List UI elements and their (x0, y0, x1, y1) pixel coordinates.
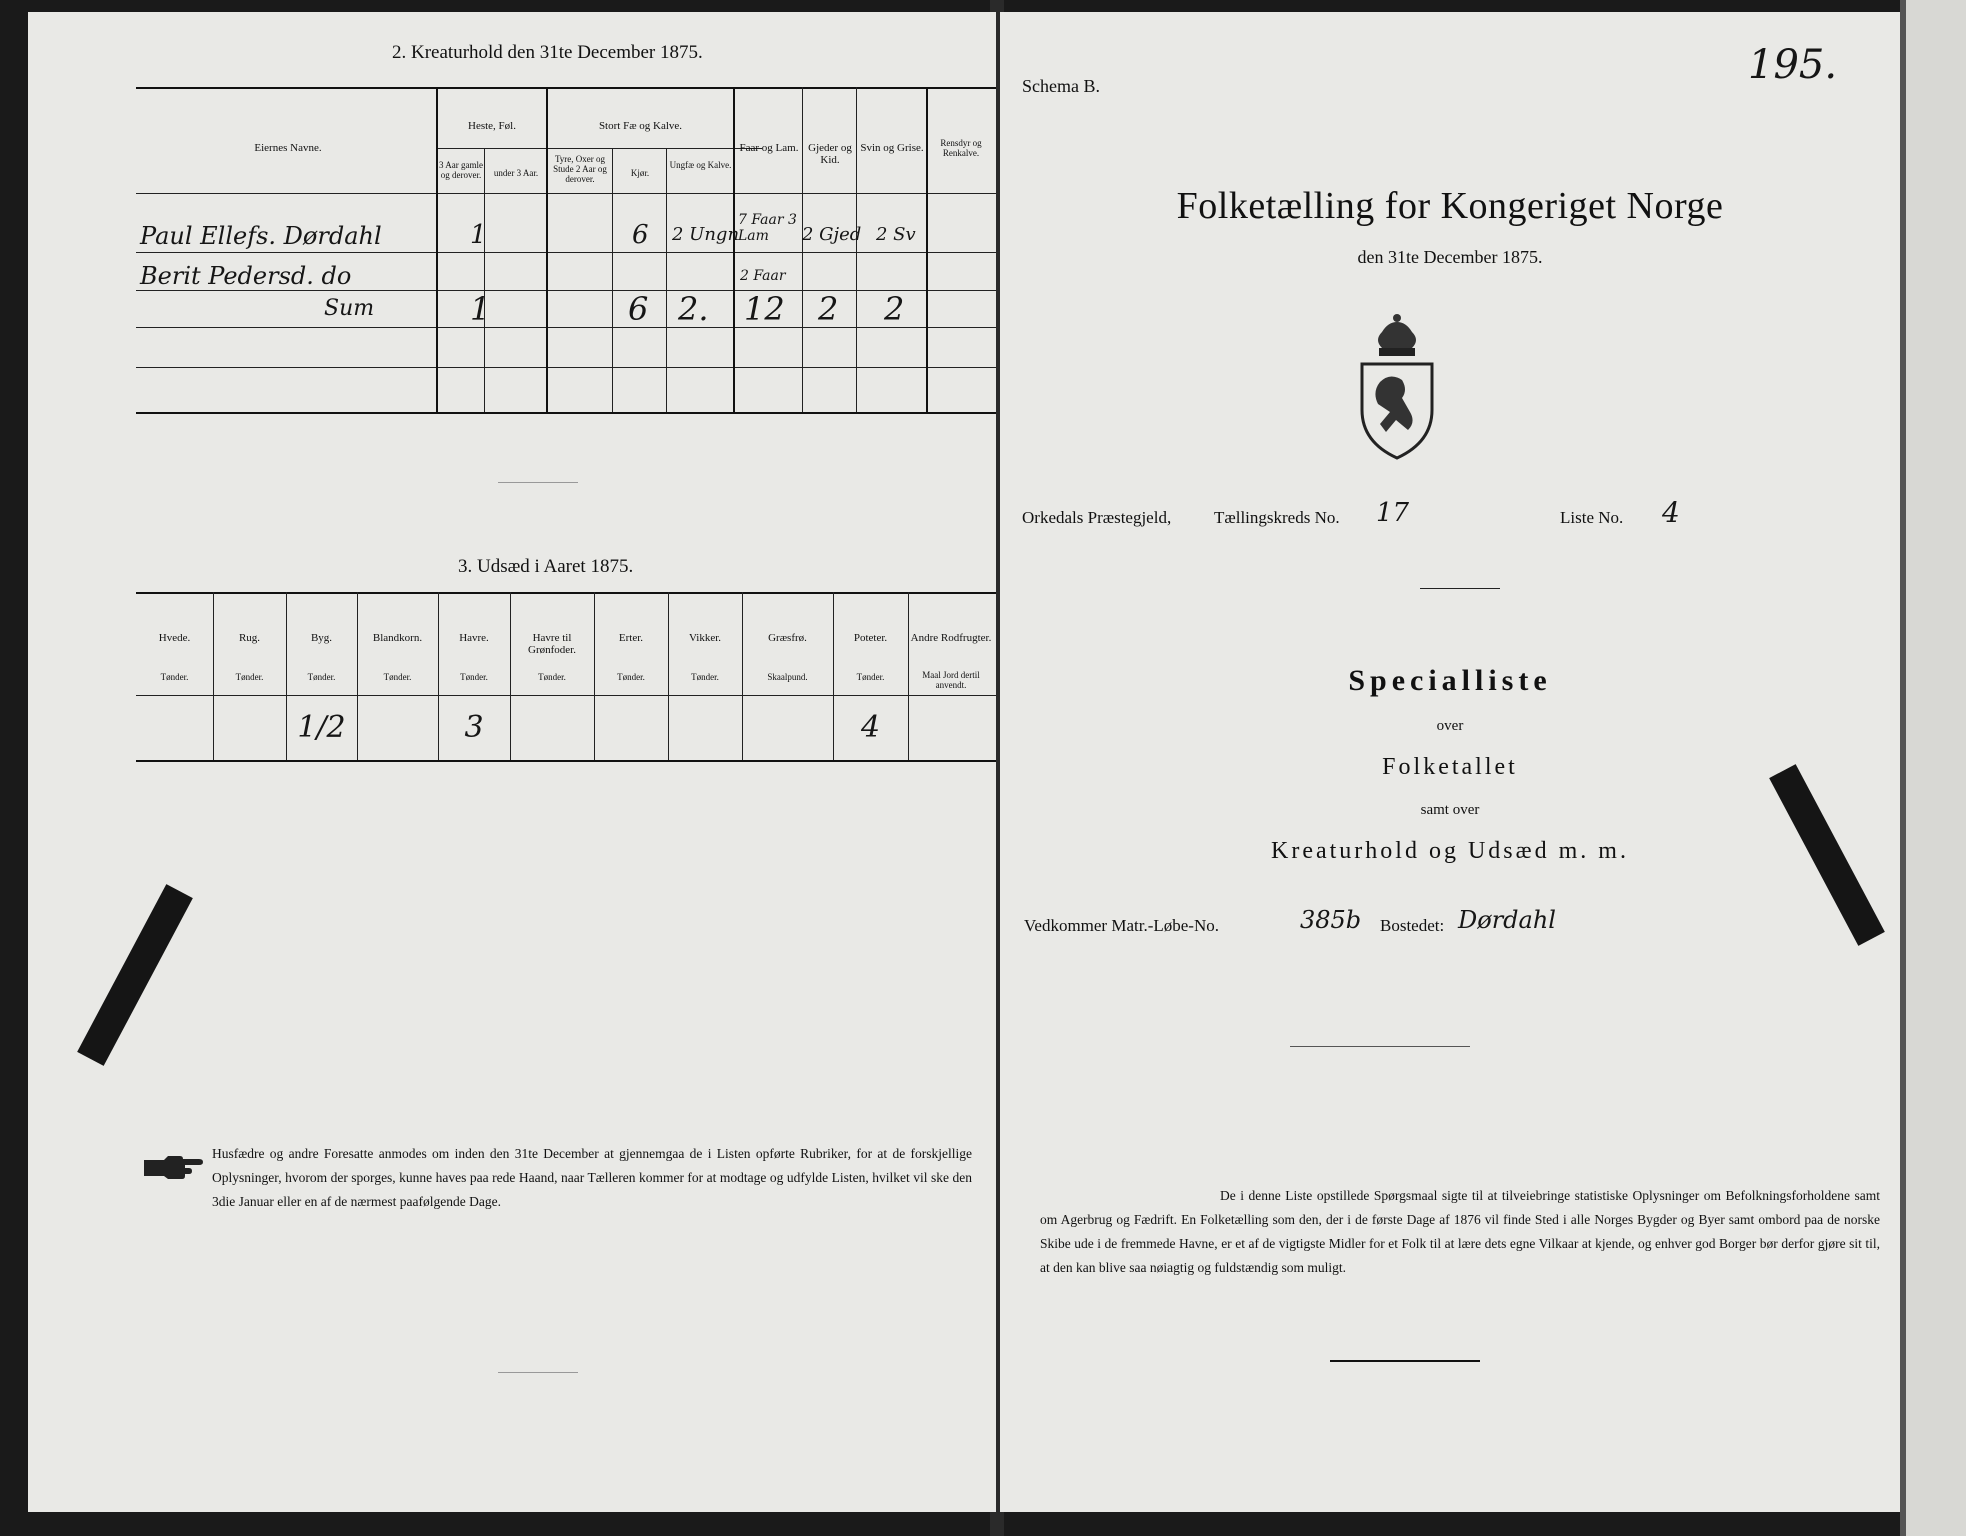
row1-cows: 6 (632, 220, 649, 250)
list-number: 4 (1662, 496, 1680, 529)
table2-subheader-rule (437, 148, 762, 149)
udsaed-header: Poteter. (853, 632, 888, 644)
bosted-label: Bostedet: (1380, 916, 1445, 935)
schema-label: Schema B. (1022, 76, 1100, 96)
udsaed-header: Byg. (310, 632, 333, 644)
table2-col-rule (612, 148, 613, 412)
table3-top-rule (136, 592, 996, 594)
row2-sheep: 2 Faar (740, 268, 786, 284)
footnote-text: Husfædre og andre Foresatte anmodes om inden den 31te December at gjennemgaa de i Listen opførte Rubriker, for at de forskjellige Oplysninger, hvorom der sporges, kunne haves paa rede Haand, naar Tælleren kommer for at modtage og udfylde Listen, hvilket vil ske den 3die Januar eller en af de nærmest paafølgende Dage. (212, 1146, 972, 1209)
udsaed-header: Blandkorn. (372, 632, 423, 644)
udsaed-unit: Tønder. (617, 672, 645, 682)
sum-sheep: 12 (744, 290, 785, 328)
table2-row-rule (136, 290, 996, 291)
header-sheep: Faar og Lam. (739, 142, 799, 154)
owner-name-1: Paul Ellefs. Dørdahl (140, 222, 382, 250)
kreaturhold-udsaed-text: Kreaturhold og Udsæd m. m. (1271, 838, 1629, 864)
date-line: den 31te December 1875. (1357, 247, 1543, 267)
header-cattle: Stort Fæ og Kalve. (598, 120, 683, 132)
table3-col-rule (357, 592, 358, 760)
header-young-cattle: Ungfæ og Kalve. (669, 160, 732, 170)
udsaed-unit: Tønder. (307, 672, 336, 682)
separator-rule (1290, 1046, 1470, 1047)
udsaed-header: Hvede. (158, 632, 191, 644)
header-horses-3yr: 3 Aar gamle og derover. (439, 160, 483, 180)
udsaed-unit: Tønder. (383, 672, 412, 682)
parish-label: Orkedals Præstegjeld, (1022, 508, 1172, 527)
header-goats: Gjeder og Kid. (808, 142, 852, 166)
row1-young-cattle: 2 Ungn (672, 224, 740, 245)
table2-top-rule (136, 87, 996, 89)
header-reindeer: Rensdyr og Renkalve. (940, 138, 982, 158)
kreaturhold-title: 2. Kreaturhold den 31te December 1875. (392, 42, 703, 63)
page-number: 195. (1748, 42, 1838, 88)
district-label: Tællingskreds No. (1214, 508, 1340, 527)
header-horses-under3: under 3 Aar. (493, 168, 539, 178)
samt-over-text: samt over (1420, 802, 1480, 818)
table2-row-rule (136, 327, 996, 328)
header-horses: Heste, Føl. (468, 120, 516, 132)
udsaed-value: 1/2 (297, 710, 346, 745)
table3-col-rule (594, 592, 595, 760)
table2-col-rule (856, 87, 857, 412)
udsaed-unit: Tønder. (691, 672, 719, 682)
row1-goats: 2 Gjed (802, 224, 862, 245)
table3-col-rule (213, 592, 214, 760)
table2-col-rule (733, 87, 735, 412)
sum-horses-old: 1 (470, 290, 491, 328)
udsaed-value: 3 (464, 710, 484, 745)
table2-header-rule (136, 193, 996, 194)
udsaed-header: Vikker. (688, 632, 722, 644)
udsaed-unit: Skaalpund. (767, 672, 808, 682)
table2-col-rule (436, 87, 438, 412)
sum-pigs: 2 (884, 290, 905, 328)
table2-col-rule (802, 87, 803, 412)
table2-row-rule (136, 367, 996, 368)
folketallet-text: Folketallet (1382, 754, 1518, 780)
udsaed-unit: Tønder. (538, 672, 566, 682)
table2-row-rule (136, 252, 996, 253)
left-page (28, 12, 996, 1512)
bosted-value: Dørdahl (1458, 906, 1556, 934)
udsaed-header: Erter. (618, 632, 644, 644)
udsaed-unit: Maal Jord dertil anvendt. (922, 670, 980, 690)
sum-cows: 6 (628, 290, 649, 328)
table2-bottom-rule (136, 412, 996, 414)
udsaed-unit: Tønder. (460, 672, 488, 682)
separator-rule (498, 482, 578, 483)
udsaed-header: Græsfrø. (768, 632, 807, 644)
table3-col-rule (908, 592, 909, 760)
over-text: over (1436, 718, 1464, 734)
district-number: 17 (1376, 498, 1410, 528)
separator-rule (1420, 588, 1500, 589)
table3-col-rule (510, 592, 511, 760)
udsaed-unit: Tønder. (235, 672, 264, 682)
bottom-rule (1330, 1360, 1480, 1362)
udsaed-value: 4 (860, 710, 881, 745)
table2-col-rule (546, 87, 548, 412)
sum-young-cattle: 2. (678, 290, 709, 328)
header-pigs: Svin og Grise. (860, 142, 924, 154)
udsaed-title: 3. Udsæd i Aaret 1875. (458, 556, 634, 577)
matr-label: Vedkommer Matr.-Løbe-No. (1024, 916, 1219, 935)
udsaed-header: Havre. (459, 632, 489, 644)
udsaed-unit: Tønder. (856, 672, 885, 682)
table3-col-rule (668, 592, 669, 760)
right-page (1000, 12, 1900, 1512)
explanatory-text: De i denne Liste opstillede Spørgsmaal sigte til at tilveiebringe statistiske Oplysninger om Befolkningsforholdene samt om Agerbrug og Fædrift. En Folketælling som den, der i de første Dage af 1876 vil finde Sted i alle Norges Bygder og Byer samt ombord paa de norske Skibe ude i de fremmede Havne, er et af de vigtigste Midler for et Folk til at lære dets egne Vilkaar at kjende, og enhver god Borger bør derfor gjøre sit til, at den kan blive saa nøiagtig og fuldstændig som muligt. (1040, 1188, 1880, 1275)
norway-coat-of-arms (1352, 312, 1442, 462)
row1-sheep: 7 Faar 3 Lam (738, 212, 797, 244)
page-edge-strip (1900, 0, 1966, 1536)
table3-bottom-rule (136, 760, 996, 762)
table3-col-rule (742, 592, 743, 760)
specialliste-heading: Specialliste (1348, 664, 1552, 697)
header-cows: Kjør. (630, 168, 650, 178)
row1-pigs: 2 Sv (876, 224, 916, 245)
pointing-hand-icon (142, 1152, 204, 1182)
sum-label: Sum (324, 296, 375, 321)
header-bulls-oxen: Tyre, Oxer og Stude 2 Aar og derover. (553, 154, 607, 184)
udsaed-header: Havre til Grønfoder. (528, 632, 576, 656)
matr-number: 385b (1300, 906, 1362, 934)
table3-header-rule (136, 695, 996, 696)
udsaed-header: Andre Rodfrugter. (910, 632, 992, 644)
owner-name-2: Berit Pedersd. do (140, 262, 352, 290)
table2-col-rule (926, 87, 928, 412)
list-label: Liste No. (1560, 508, 1624, 527)
header-owner-names: Eiernes Navne. (254, 142, 322, 154)
separator-rule (498, 1372, 578, 1373)
udsaed-unit: Tønder. (160, 672, 189, 682)
table2-col-rule (666, 148, 667, 412)
table2-col-rule (484, 148, 485, 412)
udsaed-header: Rug. (238, 632, 261, 644)
main-title: Folketælling for Kongeriget Norge (1176, 185, 1724, 227)
sum-goats: 2 (818, 290, 839, 328)
row1-horses-old: 1 (470, 220, 487, 250)
